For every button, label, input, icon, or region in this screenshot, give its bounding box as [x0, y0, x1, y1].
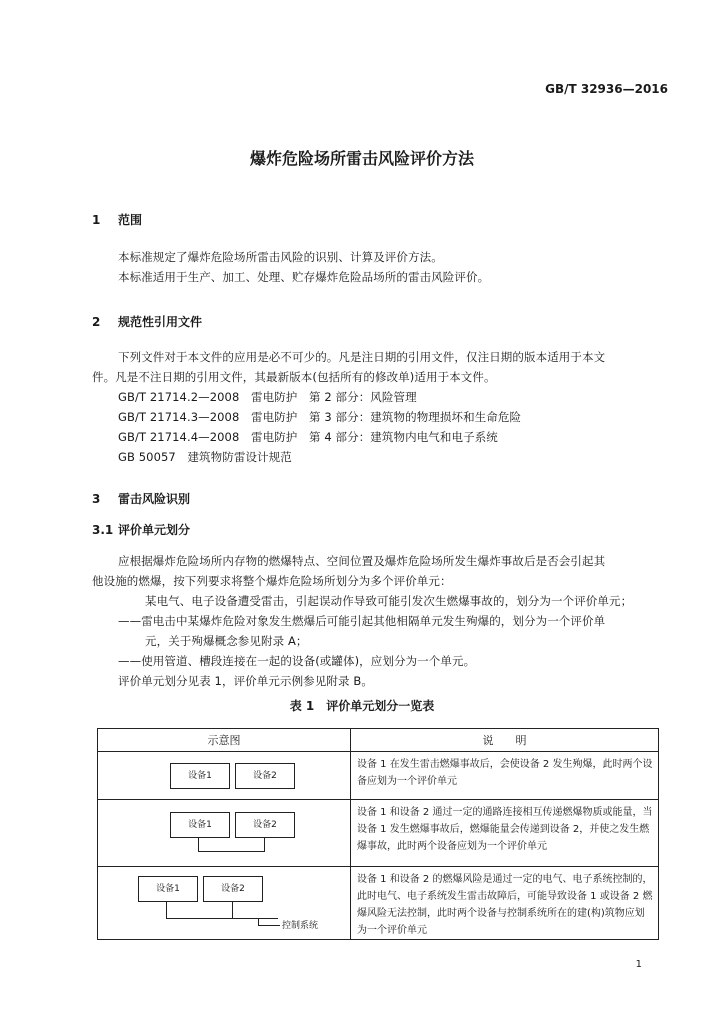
table-row — [98, 752, 659, 800]
device-box: 设备2 — [235, 812, 295, 838]
section-3-heading — [92, 490, 190, 507]
paragraph: 评价单元划分见表 1，评价单元示例参见附录 B。 — [118, 674, 373, 688]
connector-line — [232, 902, 233, 918]
section-number: 3 — [92, 492, 101, 506]
description-text: 设备 1 和设备 2 通过一定的通路连接相互传递燃爆物质或能量，当设备 1 发生燃爆事故后，燃爆能量会传递到设备 2，并使之发生燃爆事故，此时两个设备应划为一个评价单元 — [357, 807, 653, 852]
connector-line — [258, 918, 259, 925]
reference-item: GB/T 21714.3—2008 雷电防护 第 3 部分：建筑物的物理损坏和生命危险 — [118, 410, 522, 424]
list-item: 某电气、电子设备遭受雷击，引起误动作导致可能引发次生燃爆事故的，划分为一个评价单元； — [145, 594, 633, 608]
standard-number: GB/T 32936—2016 — [545, 82, 668, 96]
paragraph: 件。凡是不注日期的引用文件，其最新版本(包括所有的修改单)适用于本文件。 — [92, 370, 496, 384]
table-row — [98, 800, 659, 867]
section-number: 2 — [92, 315, 101, 329]
table-caption: 表 1 评价单元划分一览表 — [289, 699, 435, 713]
section-3-1-heading — [92, 521, 190, 538]
paragraph: 本标准适用于生产、加工、处理、贮存爆炸危险品场所的雷击风险评价。 — [118, 270, 490, 284]
list-item: ——雷电击中某爆炸危险对象发生燃爆后可能引起其他相隔单元发生殉爆的，划分为一个评价单 — [118, 614, 606, 628]
section-title: 雷击风险识别 — [118, 492, 191, 506]
control-system-label: 控制系统 — [282, 921, 319, 931]
section-2-heading — [92, 313, 202, 330]
list-item: ——使用管道、槽段连接在一起的设备(或罐体)，应划分为一个单元。 — [118, 654, 476, 668]
paragraph: 应根据爆炸危险场所内存物的燃爆特点、空间位置及爆炸危险场所发生爆炸事故后是否会引起其 — [118, 554, 606, 568]
section-number: 1 — [92, 213, 101, 227]
device-box: 设备1 — [170, 812, 230, 838]
paragraph: 他设施的燃爆，按下列要求将整个爆炸危险场所划分为多个评价单元： — [92, 574, 452, 588]
reference-item: GB/T 21714.4—2008 雷电防护 第 4 部分：建筑物内电气和电子系统 — [118, 430, 498, 444]
section-title: 评价单元划分 — [118, 523, 191, 537]
table-header-row — [98, 729, 659, 752]
document-title: 爆炸危险场所雷击风险评价方法 — [249, 149, 474, 168]
evaluation-unit-table — [97, 728, 659, 940]
reference-item: GB 50057 建筑物防雷设计规范 — [118, 450, 292, 464]
section-number: 3.1 — [92, 523, 114, 537]
page-number: 1 — [635, 959, 642, 970]
connector-line — [198, 851, 265, 852]
list-item-continued: 元，关于殉爆概念参见附录 A； — [145, 634, 308, 648]
column-header: 示意图 — [98, 729, 351, 752]
connector-line — [264, 838, 265, 851]
table-row — [98, 867, 659, 940]
paragraph: 本标准规定了爆炸危险场所雷击风险的识别、计算及评价方法。 — [118, 250, 443, 264]
device-box: 设备2 — [235, 763, 295, 789]
description-text: 设备 1 和设备 2 的燃爆风险是通过一定的电气、电子系统控制的，此时电气、电子系统发生雷击故障后，可能导致设备 1 或设备 2 燃爆风险无法控制，此时两个设备与控制系统所在的建(构)筑物应划为一个评价单元 — [357, 874, 653, 936]
connector-line — [258, 925, 280, 926]
device-box: 设备2 — [203, 876, 263, 902]
section-title: 规范性引用文件 — [118, 315, 203, 329]
section-1-heading — [92, 211, 142, 228]
connector-line — [166, 918, 278, 919]
diagram-cell — [98, 800, 351, 867]
description-cell — [351, 800, 659, 867]
column-header: 说 明 — [351, 729, 659, 752]
reference-item: GB/T 21714.2—2008 雷电防护 第 2 部分：风险管理 — [118, 390, 417, 404]
diagram-cell — [98, 752, 351, 800]
paragraph: 下列文件对于本文件的应用是必不可少的。凡是注日期的引用文件，仅注日期的版本适用于本文 — [118, 350, 606, 364]
description-cell — [351, 752, 659, 800]
section-title: 范围 — [118, 213, 143, 227]
device-box: 设备1 — [138, 876, 198, 902]
diagram-cell — [98, 867, 351, 940]
connector-line — [198, 838, 199, 851]
connector-line — [166, 902, 167, 918]
description-cell — [351, 867, 659, 940]
description-text: 设备 1 在发生雷击燃爆事故后，会使设备 2 发生殉爆，此时两个设备应划为一个评价单元 — [357, 759, 653, 787]
device-box: 设备1 — [170, 763, 230, 789]
